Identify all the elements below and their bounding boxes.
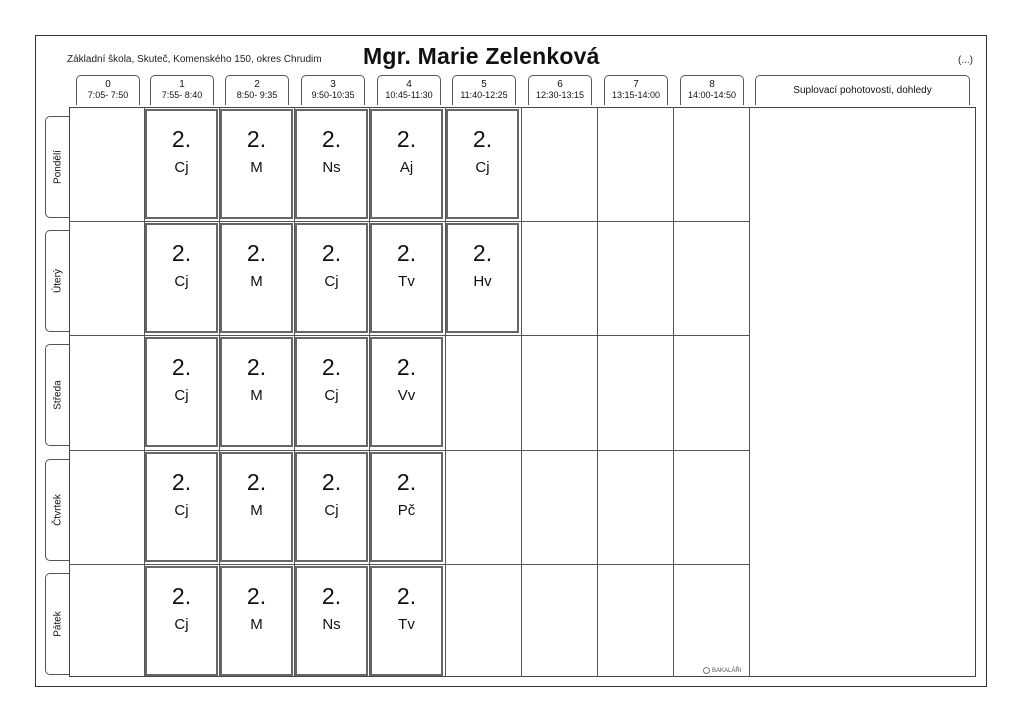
- period-tab-5: [452, 75, 516, 105]
- lesson-class: 2.: [171, 469, 192, 495]
- lesson-class: 2.: [396, 469, 417, 495]
- lesson-subject: Tv: [398, 273, 415, 290]
- day-tab: [45, 116, 69, 218]
- grid-column-divider: [597, 107, 598, 677]
- lesson-class: 2.: [396, 126, 417, 152]
- period-time: 12:30-13:15: [535, 90, 585, 100]
- period-time: 14:00-14:50: [687, 90, 737, 100]
- lesson-subject: Aj: [399, 159, 414, 176]
- period-time: 7:55- 8:40: [161, 90, 203, 100]
- lesson-subject: Hv: [473, 273, 492, 290]
- period-time: 10:45-11:30: [385, 90, 433, 100]
- period-number: 4: [406, 79, 412, 90]
- brand-label: BAKALÁŘI: [712, 668, 742, 675]
- grid-column-divider: [521, 107, 522, 677]
- period-number: 5: [481, 79, 487, 90]
- lesson-class: 2.: [396, 240, 417, 266]
- lesson-class: 2.: [171, 126, 192, 152]
- lesson-class: 2.: [171, 583, 192, 609]
- lesson-card[interactable]: [446, 223, 519, 333]
- lesson-class: 2.: [246, 354, 267, 380]
- grid-column-divider: [673, 107, 674, 677]
- period-number: 0: [105, 79, 111, 90]
- lesson-card[interactable]: [370, 223, 443, 333]
- lesson-class: 2.: [246, 583, 267, 609]
- day-tab: [45, 230, 69, 332]
- lesson-class: 2.: [246, 469, 267, 495]
- grid-column-divider: [749, 107, 750, 677]
- lesson-class: 2.: [321, 583, 342, 609]
- lesson-subject: Cj: [324, 387, 339, 404]
- lesson-card[interactable]: [370, 109, 443, 219]
- period-tab-4: [377, 75, 441, 105]
- lesson-subject: M: [250, 616, 263, 633]
- day-label: Čtvrtek: [52, 494, 63, 526]
- lesson-card[interactable]: [145, 452, 218, 562]
- lesson-class: 2.: [472, 126, 493, 152]
- lesson-card[interactable]: [295, 109, 368, 219]
- grid-row-divider: [69, 564, 749, 565]
- lesson-card[interactable]: [220, 109, 293, 219]
- day-label: Pondělí: [52, 150, 63, 184]
- period-tab-2: [225, 75, 289, 105]
- duty-column-header: Suplovací pohotovosti, dohledy: [755, 75, 970, 105]
- day-label: Pátek: [52, 611, 63, 637]
- lesson-card[interactable]: [220, 223, 293, 333]
- period-number: 8: [709, 79, 715, 90]
- day-label: Středa: [52, 380, 63, 410]
- lesson-subject: Cj: [174, 502, 189, 519]
- bakalari-logo-icon: [703, 667, 710, 674]
- period-tab-6: [528, 75, 592, 105]
- lesson-class: 2.: [246, 126, 267, 152]
- lesson-subject: Pč: [397, 502, 416, 519]
- lesson-subject: Ns: [322, 159, 341, 176]
- period-tab-8: [680, 75, 744, 105]
- lesson-subject: M: [250, 159, 263, 176]
- period-time: 13:15-14:00: [611, 90, 661, 100]
- lesson-subject: Ns: [322, 616, 341, 633]
- lesson-card[interactable]: [145, 337, 218, 447]
- period-tab-0: [76, 75, 140, 105]
- grid-row-divider: [69, 450, 749, 451]
- lesson-class: 2.: [321, 354, 342, 380]
- day-tab: [45, 344, 69, 446]
- lesson-card[interactable]: [370, 452, 443, 562]
- lesson-class: 2.: [472, 240, 493, 266]
- lesson-subject: Cj: [174, 616, 189, 633]
- day-label: Úterý: [52, 269, 63, 293]
- lesson-card[interactable]: [220, 566, 293, 676]
- lesson-class: 2.: [321, 469, 342, 495]
- period-time: 11:40-12:25: [460, 90, 508, 100]
- lesson-subject: Cj: [174, 387, 189, 404]
- lesson-class: 2.: [396, 354, 417, 380]
- lesson-subject: Vv: [397, 387, 416, 404]
- lesson-card[interactable]: [145, 223, 218, 333]
- period-number: 6: [557, 79, 563, 90]
- lesson-subject: M: [250, 273, 263, 290]
- day-tab: [45, 459, 69, 561]
- lesson-card[interactable]: [220, 337, 293, 447]
- lesson-subject: Cj: [324, 502, 339, 519]
- lesson-card[interactable]: [295, 452, 368, 562]
- lesson-subject: Cj: [174, 159, 189, 176]
- lesson-class: 2.: [321, 126, 342, 152]
- lesson-card[interactable]: [145, 566, 218, 676]
- period-tab-3: [301, 75, 365, 105]
- lesson-card[interactable]: [295, 223, 368, 333]
- grid-row-divider: [69, 221, 749, 222]
- period-time: 9:50-10:35: [311, 90, 355, 100]
- lesson-subject: Cj: [475, 159, 490, 176]
- period-time: 7:05- 7:50: [87, 90, 129, 100]
- lesson-class: 2.: [246, 240, 267, 266]
- period-time: 8:50- 9:35: [236, 90, 278, 100]
- period-number: 1: [179, 79, 185, 90]
- lesson-subject: Cj: [324, 273, 339, 290]
- period-tab-7: [604, 75, 668, 105]
- lesson-card[interactable]: [295, 566, 368, 676]
- bakalari-brand: [703, 667, 741, 674]
- lesson-card[interactable]: [446, 109, 519, 219]
- lesson-class: 2.: [396, 583, 417, 609]
- teacher-name: Mgr. Marie Zelenková: [363, 43, 600, 69]
- period-number: 2: [254, 79, 260, 90]
- day-tab: [45, 573, 69, 675]
- lesson-card[interactable]: [370, 337, 443, 447]
- lesson-card[interactable]: [295, 337, 368, 447]
- lesson-subject: M: [250, 502, 263, 519]
- lesson-subject: Tv: [398, 616, 415, 633]
- period-number: 3: [330, 79, 336, 90]
- lesson-subject: M: [250, 387, 263, 404]
- period-tab-1: [150, 75, 214, 105]
- period-number: 7: [633, 79, 639, 90]
- more-indicator: (...): [958, 55, 973, 66]
- lesson-card[interactable]: [220, 452, 293, 562]
- grid-row-divider: [69, 335, 749, 336]
- lesson-card[interactable]: [370, 566, 443, 676]
- lesson-class: 2.: [171, 240, 192, 266]
- lesson-class: 2.: [321, 240, 342, 266]
- lesson-class: 2.: [171, 354, 192, 380]
- school-name: Základní škola, Skuteč, Komenského 150, okres Chrudim: [67, 54, 322, 65]
- lesson-card[interactable]: [145, 109, 218, 219]
- lesson-subject: Cj: [174, 273, 189, 290]
